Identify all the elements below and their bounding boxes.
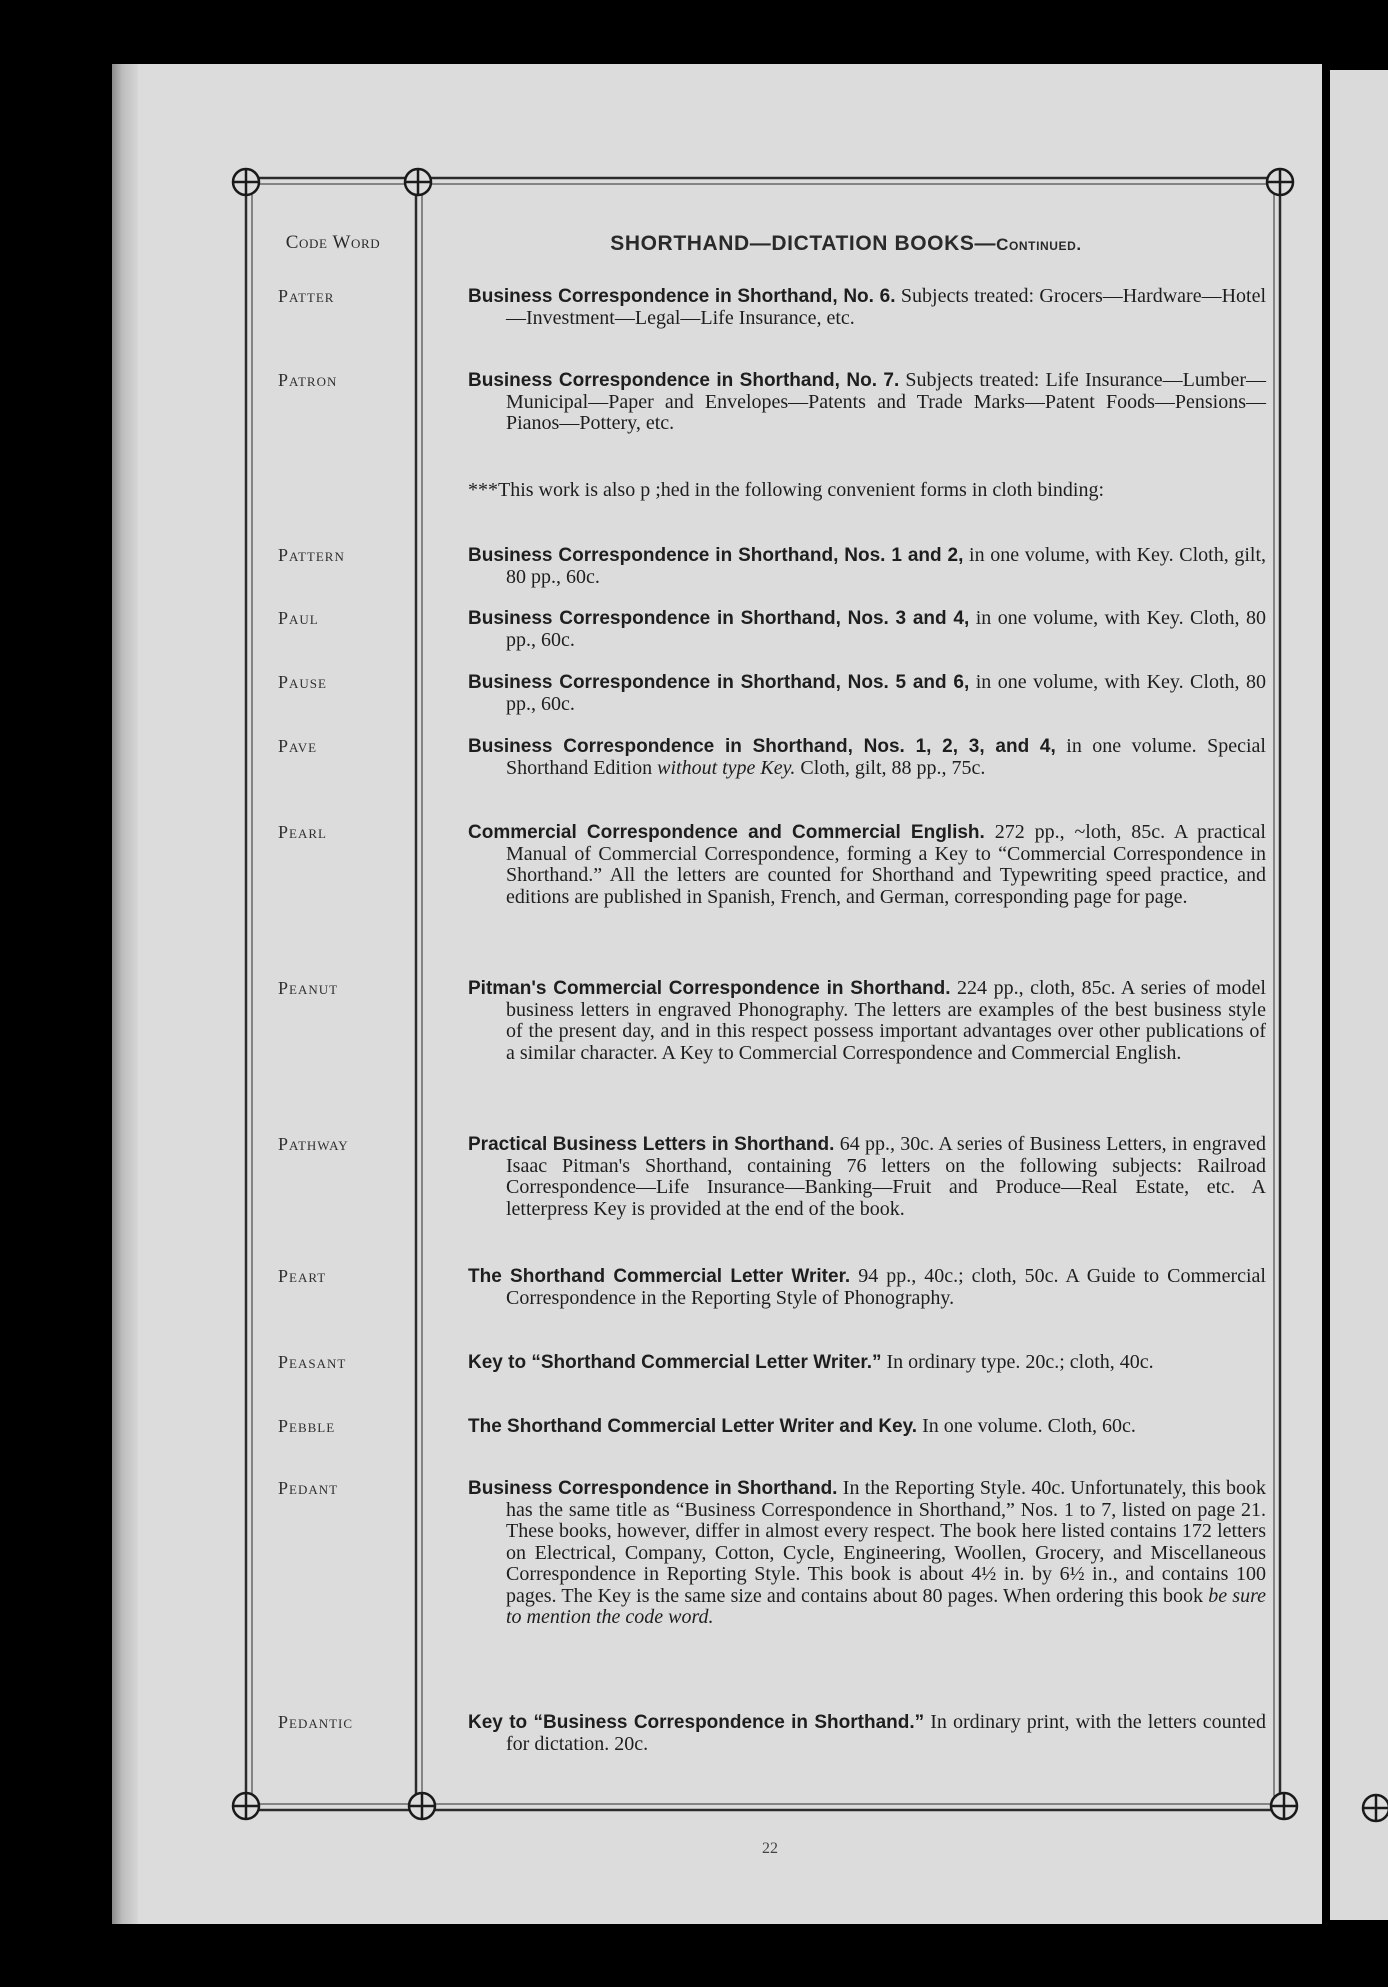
- book-title: Business Correspondence in Shorthand, No. 7.: [468, 370, 900, 391]
- book-description-italic: be sure to mention the code word.: [506, 1584, 1267, 1628]
- book-entry: [468, 672, 1266, 715]
- book-description: in one volume, with Key. Cloth, 80 pp., 60c.: [506, 671, 1266, 715]
- book-description: In ordinary type. 20c.; cloth, 40c.: [881, 1351, 1154, 1373]
- book-entry: [468, 480, 1266, 502]
- book-description: 224 pp., cloth, 85c. A series of model business letters in engraved Phonography. The letters are examples of the best business style of the present day, and in this respect possess important advantages over other publications of a similar character. A Key to Commercial Correspondence and Commercial English.: [506, 977, 1266, 1064]
- code-word: Peasant: [278, 1352, 347, 1372]
- book-title: Practical Business Letters in Shorthand.: [468, 1134, 835, 1155]
- book-title: Business Correspondence in Shorthand, Nos. 3 and 4,: [468, 608, 970, 629]
- book-description: Subjects treated: Grocers—Hardware—Hotel—Investment—Legal—Life Insurance, etc.: [506, 285, 1266, 329]
- book-description: In one volume. Cloth, 60c.: [917, 1415, 1136, 1437]
- book-description: 272 pp., ~loth, 85c. A practical Manual of Commercial Correspondence, forming a Key to “Commercial Correspondence in Shorthand.” All the letters are counted for Shorthand and Typewriting speed practice, and editions are published in Spanish, French, and German, corresponding page for page.: [506, 821, 1266, 908]
- book-entry: [468, 1352, 1266, 1374]
- section-title-continued: Continued.: [996, 235, 1082, 254]
- code-word: Pause: [278, 672, 327, 692]
- book-entry: [468, 1712, 1266, 1755]
- book-title: Business Correspondence in Shorthand, Nos. 1 and 2,: [468, 545, 964, 566]
- code-word: Pave: [278, 736, 318, 756]
- book-description: ***This work is also p ;hed in the following convenient forms in cloth binding:: [468, 479, 1105, 501]
- book-title: Business Correspondence in Shorthand, Nos. 1, 2, 3, and 4,: [468, 736, 1056, 757]
- book-title: Pitman's Commercial Correspondence in Shorthand.: [468, 978, 951, 999]
- book-entry: [468, 978, 1266, 1064]
- book-title: The Shorthand Commercial Letter Writer.: [468, 1266, 851, 1287]
- page-number: 22: [762, 1840, 778, 1857]
- book-entry: [468, 370, 1266, 435]
- code-word: Pebble: [278, 1416, 336, 1436]
- code-word: Pattern: [278, 545, 345, 565]
- book-title: Key to “Business Correspondence in Shorthand.”: [468, 1712, 925, 1733]
- code-word: Pathway: [278, 1134, 349, 1154]
- page-edge: [112, 64, 138, 1924]
- book-description-italic: without type Key.: [657, 756, 796, 779]
- book-description: 64 pp., 30c. A series of Business Letters, in engraved Isaac Pitman's Shorthand, containing 76 letters on the following subjects: Railroad Correspondence—Life Insurance—Banking—Fruit and Produce—Real Estate, etc. A letterpress Key is provided at the end of the book.: [506, 1133, 1267, 1220]
- book-description: in one volume, with Key. Cloth, 80 pp., 60c.: [506, 607, 1266, 651]
- book-entry: [468, 822, 1266, 908]
- book-description: in one volume. Special Shorthand Edition: [506, 735, 1266, 779]
- code-word: Pedant: [278, 1478, 339, 1498]
- book-title: Key to “Shorthand Commercial Letter Writer.”: [468, 1352, 882, 1373]
- book-description-end: Cloth, gilt, 88 pp., 75c.: [795, 756, 986, 779]
- code-word-header: Code Word: [285, 232, 381, 253]
- book-entry: [468, 608, 1266, 651]
- section-title-text: SHORTHAND—DICTATION BOOKS—: [610, 232, 997, 255]
- code-word: Paul: [278, 608, 319, 628]
- section-title: [440, 232, 1252, 256]
- book-entry: [468, 736, 1266, 779]
- code-word: Pearl: [278, 822, 327, 842]
- book-title: Commercial Correspondence and Commercial English.: [468, 822, 985, 843]
- book-description: in one volume, with Key. Cloth, gilt, 80 pp., 60c.: [506, 544, 1267, 588]
- book-description: 94 pp., 40c.; cloth, 50c. A Guide to Commercial Correspondence in the Reporting Style of Phonography.: [506, 1265, 1266, 1309]
- facing-page: [1330, 70, 1388, 1920]
- book-entry: [468, 1134, 1266, 1220]
- book-entry: [468, 545, 1266, 588]
- book-description: Subjects treated: Life Insurance—Lumber—Municipal—Paper and Envelopes—Patents and Trade Marks—Patent Foods—Pensions—Pianos—Pottery, etc.: [506, 369, 1266, 434]
- book-entry: [468, 1416, 1266, 1438]
- code-word: Patter: [278, 286, 335, 306]
- book-title: Business Correspondence in Shorthand, No. 6.: [468, 286, 896, 307]
- code-word: Peanut: [278, 978, 339, 998]
- book-description: In the Reporting Style. 40c. Unfortunately, this book has the same title as “Business Correspondence in Shorthand,” Nos. 1 to 7, listed on page 21. These books, however, differ in almost every respect. The book here listed contains 172 letters on Electrical, Company, Cotton, Cycle, Engineering, Woollen, Grocery, and Miscellaneous Correspondence in Reporting Style. This book is about 4½ in. by 6½ in., and contains 100 pages. The Key is the same size and contains about 80 pages. When ordering this book: [506, 1477, 1267, 1607]
- book-title: The Shorthand Commercial Letter Writer and Key.: [468, 1416, 918, 1437]
- book-entry: [468, 1266, 1266, 1309]
- code-word: Pedantic: [278, 1712, 354, 1732]
- book-title: Business Correspondence in Shorthand, Nos. 5 and 6,: [468, 672, 970, 693]
- code-word: Patron: [278, 370, 338, 390]
- code-word: Peart: [278, 1266, 327, 1286]
- book-title: Business Correspondence in Shorthand.: [468, 1478, 838, 1499]
- book-entry: [468, 286, 1266, 329]
- book-description: In ordinary print, with the letters counted for dictation. 20c.: [506, 1711, 1267, 1755]
- book-entry: [468, 1478, 1266, 1629]
